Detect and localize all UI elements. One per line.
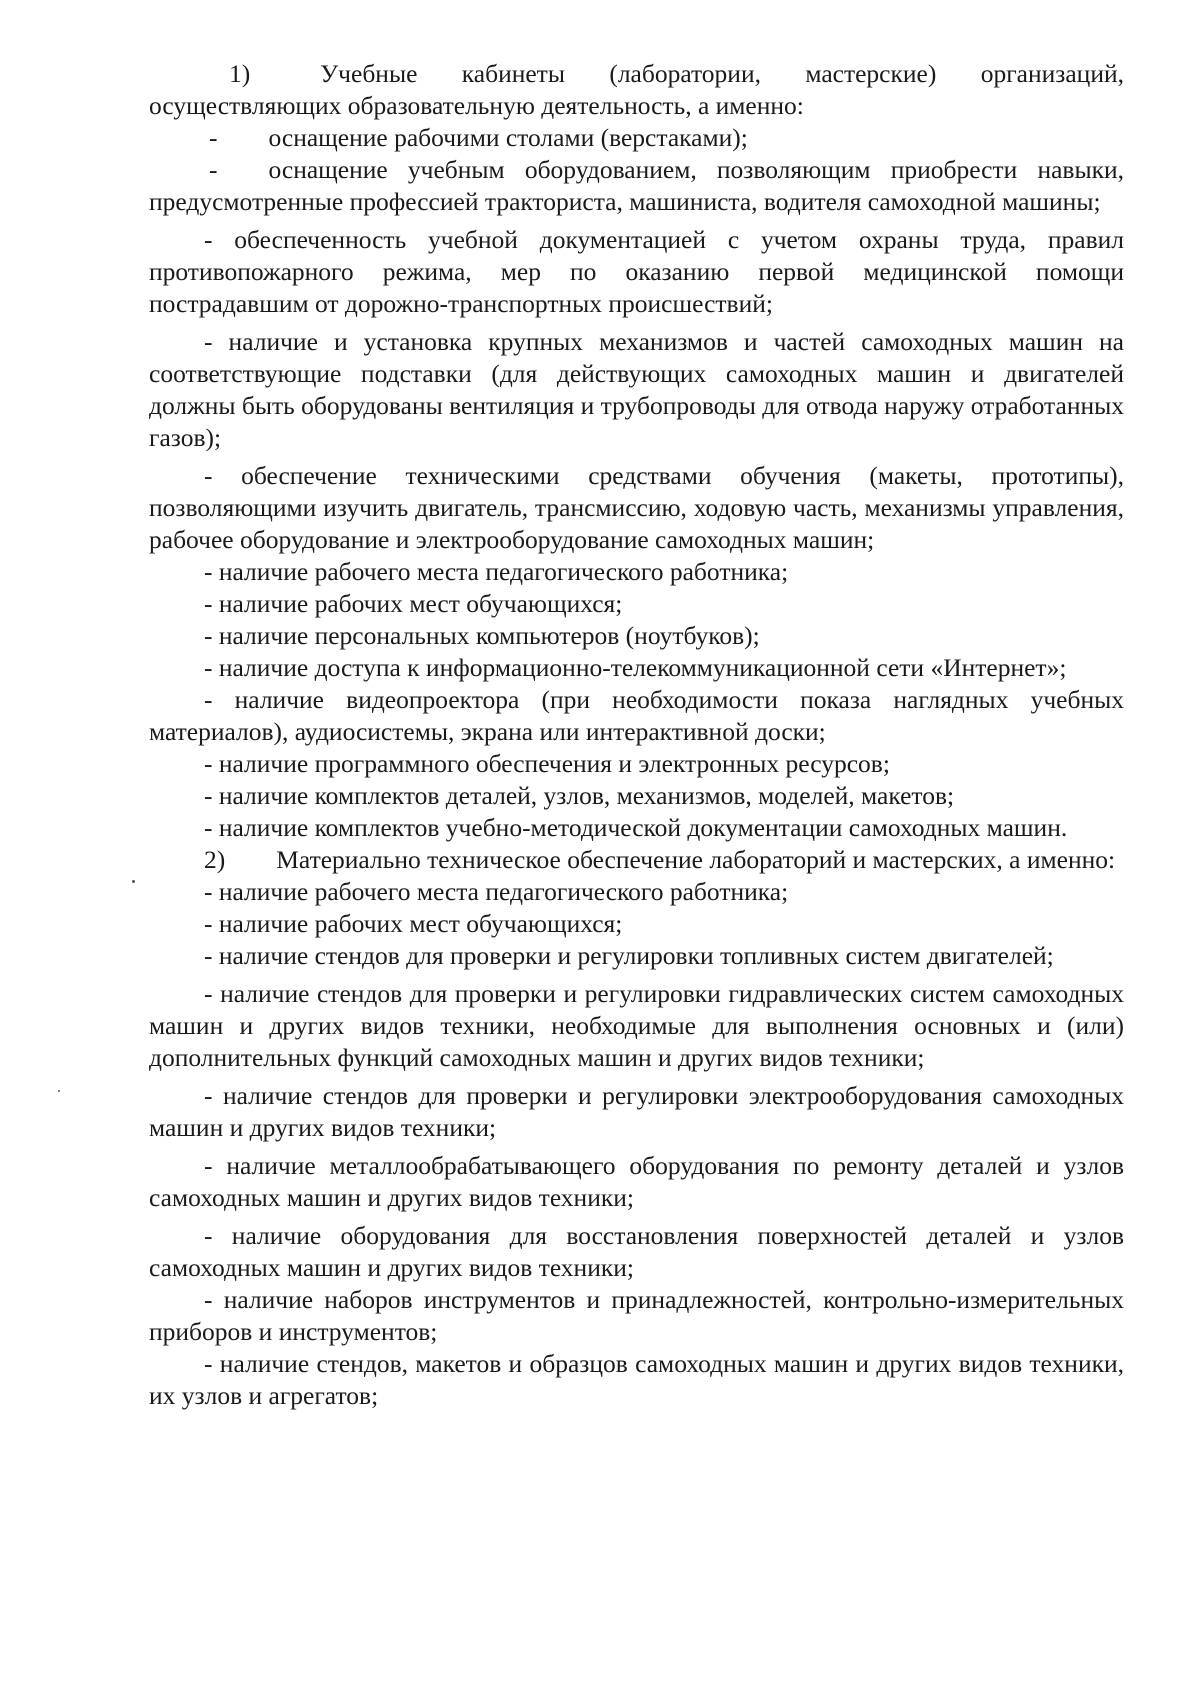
list-item: - обеспечение техническими средствами обучения (макеты, прототипы), позволяющими изучить двигатель, трансмиссию, ходовую часть, механизмы управления, рабочее оборудование и электрооборудование самоходных машин;	[149, 461, 1124, 554]
list-item: - наличие рабочих мест обучающихся;	[204, 589, 623, 618]
list-item: - наличие стендов, макетов и образцов самоходных машин и других видов техники, их узлов и агрегатов;	[149, 1349, 1124, 1410]
list-item: - наличие рабочего места педагогического работника;	[204, 557, 789, 586]
list-item: - наличие комплектов учебно-методической документации самоходных машин.	[204, 813, 1068, 842]
list-item: - наличие стендов для проверки и регулировки гидравлических систем самоходных машин и других видов техники, необходимые для выполнения основных и (или) дополнительных функций самоходных машин и других видов техники;	[149, 979, 1124, 1072]
list-item: - наличие и установка крупных механизмов и частей самоходных машин на соответствующие подставки (для действующих самоходных машин и двигателей должны быть оборудованы вентиляция и трубопроводы для отвода наружу отработанных газов);	[149, 327, 1124, 452]
list-item: - наличие рабочего места педагогического работника;	[204, 877, 789, 906]
list-item: - оснащение учебным оборудованием, позволяющим приобрести навыки, предусмотренные профессией тракториста, машиниста, водителя самоходной машины;	[149, 155, 1124, 216]
list-item: - оснащение рабочими столами (верстаками);	[209, 123, 748, 152]
list-item: - наличие программного обеспечения и электронных ресурсов;	[204, 749, 890, 778]
scan-speck	[58, 1090, 60, 1092]
list-item: - наличие стендов для проверки и регулировки электрооборудования самоходных машин и других видов техники;	[149, 1081, 1124, 1142]
scan-speck	[132, 880, 135, 883]
list-item: - наличие рабочих мест обучающихся;	[204, 909, 623, 938]
list-item: - наличие наборов инструментов и принадлежностей, контрольно-измерительных приборов и инструментов;	[149, 1285, 1124, 1346]
section-2-heading: 2) Материально техническое обеспечение лабораторий и мастерских, а именно:	[204, 845, 1116, 874]
list-item: - наличие доступа к информационно-телекоммуникационной сети «Интернет»;	[204, 653, 1067, 682]
document-page	[149, 58, 1124, 1412]
list-item: - наличие видеопроектора (при необходимости показа наглядных учебных материалов), аудиосистемы, экрана или интерактивной доски;	[149, 685, 1124, 746]
list-item: - наличие персональных компьютеров (ноутбуков);	[204, 621, 760, 650]
section-1-heading: 1) Учебные кабинеты (лаборатории, мастерские) организаций, осуществляющих образовательную деятельность, а именно:	[149, 59, 1124, 120]
list-item: - наличие металлообрабатывающего оборудования по ремонту деталей и узлов самоходных машин и других видов техники;	[149, 1151, 1124, 1212]
list-item: - наличие комплектов деталей, узлов, механизмов, моделей, макетов;	[204, 781, 955, 810]
list-item: - обеспеченность учебной документацией с учетом охраны труда, правил противопожарного режима, мер по оказанию первой медицинской помощи пострадавшим от дорожно-транспортных происшествий;	[149, 225, 1124, 318]
list-item: - наличие стендов для проверки и регулировки топливных систем двигателей;	[204, 941, 1054, 970]
list-item: - наличие оборудования для восстановления поверхностей деталей и узлов самоходных машин и других видов техники;	[149, 1221, 1124, 1282]
